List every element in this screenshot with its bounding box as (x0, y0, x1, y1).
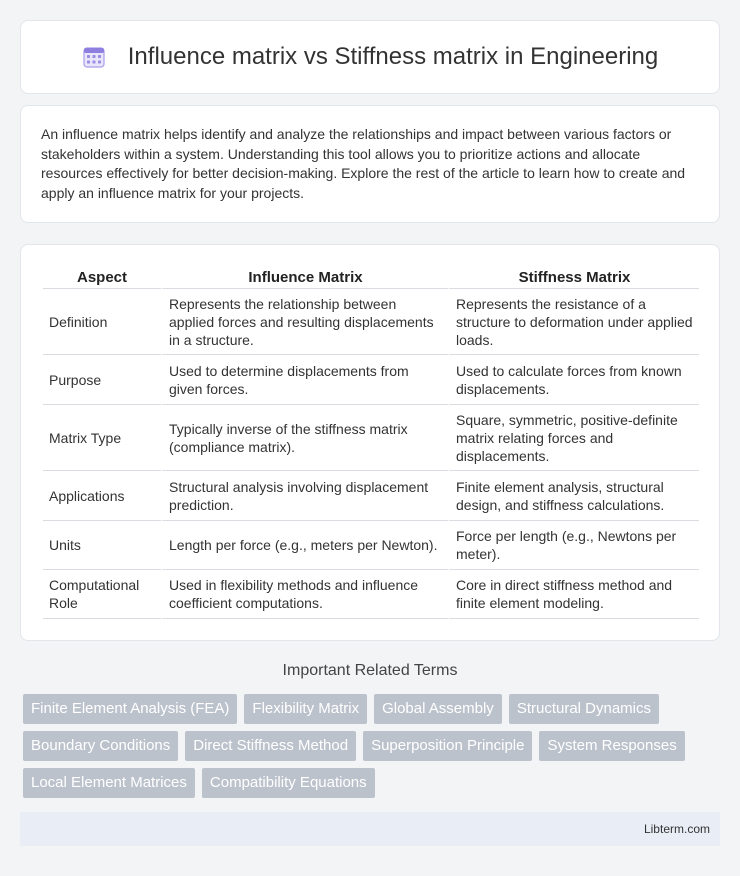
row-influence: Structural analysis involving displacement prediction. (161, 471, 448, 521)
term-tag[interactable]: Compatibility Equations (202, 768, 375, 798)
row-stiffness: Used to calculate forces from known displacements. (448, 355, 699, 405)
calendar-grid-icon (82, 45, 106, 69)
table-row (43, 405, 699, 471)
row-stiffness: Force per length (e.g., Newtons per meter). (448, 521, 699, 570)
term-tag[interactable]: Finite Element Analysis (FEA) (23, 694, 237, 724)
row-influence: Used to determine displacements from given forces. (161, 355, 448, 405)
table-row (43, 289, 699, 355)
footer-site-link[interactable]: Libterm.com (643, 822, 710, 836)
table-row (43, 471, 699, 521)
term-tag[interactable]: Superposition Principle (363, 731, 532, 761)
row-aspect: Computational Role (43, 570, 161, 619)
row-aspect: Applications (43, 471, 161, 521)
row-aspect: Units (43, 521, 161, 570)
table-row (43, 570, 699, 619)
row-stiffness: Core in direct stiffness method and finite element modeling. (448, 570, 699, 619)
table-row (43, 521, 699, 570)
term-tag[interactable]: Flexibility Matrix (244, 694, 367, 724)
term-tag[interactable]: Global Assembly (374, 694, 502, 724)
row-aspect: Matrix Type (43, 405, 161, 471)
term-tag[interactable]: Boundary Conditions (23, 731, 178, 761)
row-stiffness: Finite element analysis, structural design, and stiffness calculations. (448, 471, 699, 521)
intro-card (20, 105, 720, 223)
row-influence: Represents the relationship between applied forces and resulting displacements in a structure. (161, 289, 448, 355)
row-aspect: Definition (43, 289, 161, 355)
row-stiffness: Square, symmetric, positive-definite matrix relating forces and displacements. (448, 405, 699, 471)
header-influence-matrix: Influence Matrix (161, 267, 448, 289)
table-row (43, 355, 699, 405)
header-aspect: Aspect (43, 267, 161, 289)
term-tag[interactable]: System Responses (539, 731, 684, 761)
intro-paragraph: An influence matrix helps identify and analyze the relationships and impact between various factors or stakeholders within a system. Understanding this tool allows you to prioritize actions and allocate resources effectively for better decision-making. Explore the rest of the article to learn how to create and apply an influence matrix for your projects. (41, 126, 686, 201)
page-title: Influence matrix vs Stiffness matrix in Engineering (127, 43, 659, 70)
table-header-row (43, 267, 699, 289)
row-influence: Used in flexibility methods and influence coefficient computations. (161, 570, 448, 619)
term-tag[interactable]: Local Element Matrices (23, 768, 195, 798)
related-terms-heading: Important Related Terms (282, 662, 458, 679)
row-influence: Length per force (e.g., meters per Newton). (161, 521, 448, 570)
title-card (20, 20, 720, 94)
row-aspect: Purpose (43, 355, 161, 405)
footer (20, 812, 720, 846)
term-tag[interactable]: Direct Stiffness Method (185, 731, 356, 761)
header-stiffness-matrix: Stiffness Matrix (448, 267, 699, 289)
related-terms-list (23, 694, 723, 798)
comparison-table (43, 267, 699, 619)
term-tag[interactable]: Structural Dynamics (509, 694, 659, 724)
row-influence: Typically inverse of the stiffness matrix (compliance matrix). (161, 405, 448, 471)
row-stiffness: Represents the resistance of a structure to deformation under applied loads. (448, 289, 699, 355)
comparison-card (20, 244, 720, 641)
